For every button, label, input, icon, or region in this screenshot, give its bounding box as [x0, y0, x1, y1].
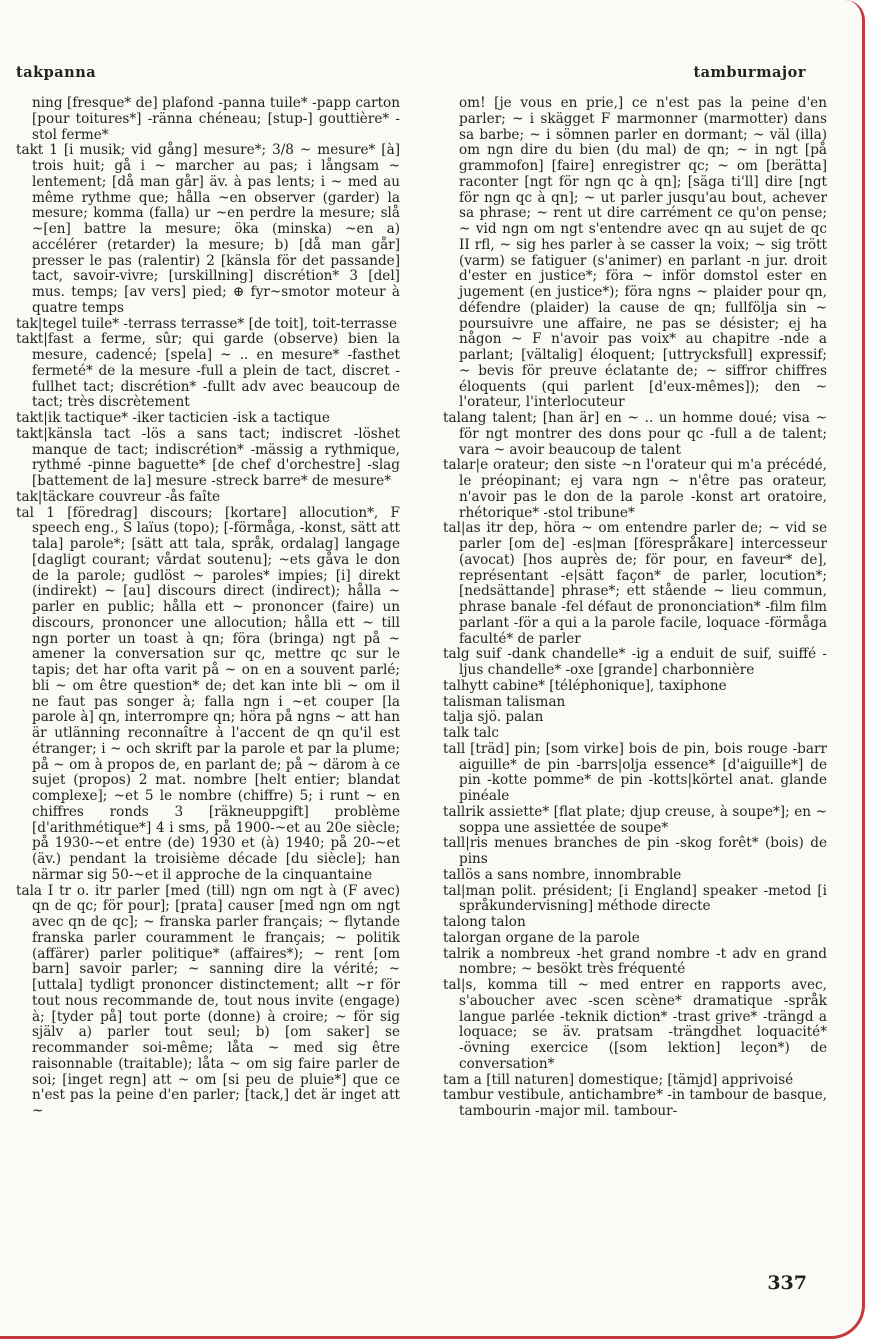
entry-continuation: ning [fresque* de] plafond -panna tuile* -papp carton [pour toitures*] -ränna chéneau; [stup-] gouttière* -stol ferme* [32, 95, 400, 143]
dictionary-entry: takt|känsla tact -lös a sans tact; indiscret -löshet manque de tact; indiscrétion* -mässig a rythmique, rythmé -pinne baguette* [de chef d'orchestre] -slag [battement de la] mesure -streck barre* de mesure* [16, 425, 400, 489]
left-column [16, 96, 400, 1120]
running-header-left: takpanna [16, 64, 97, 81]
dictionary-entry: tak|täckare couvreur -ås faîte [16, 488, 221, 505]
running-header-right: tamburmajor [693, 64, 806, 81]
dictionary-entry: tam a [till naturen] domestique; [tämjd] apprivoisé [443, 1071, 794, 1088]
dictionary-entry: talorgan organe de la parole [443, 929, 640, 946]
dictionary-entry: talisman talisman [443, 693, 566, 710]
dictionary-entry: tal|man polit. président; [i England] speaker -metod [i språkundervisning] méthode directe [443, 882, 827, 915]
dictionary-entry: talja sjö. palan [443, 709, 544, 726]
dictionary-entry: takt 1 [i musik; vid gång] mesure*; 3/8 ~ mesure* [à] trois huit; gå i ~ marcher au pas; i långsam ~ lentement; [då man går] äv. à pas lents; i ~ med au même rythme que; hålla ~en observer (garder) la mesure; komma (falla) ur ~en perdre la mesure; slå ~[en] battre la mesure; öka (minska) ~en a) accélérer (retarder) la mesure; b) [då man går] presser le pas (ralentir) 2 [känsla för det passande] tact, savoir-vivre; [urskillning] discrétion* 3 [del] mus. temps; [av vers] pied; ⊕ fyr~smotor moteur à quatre temps [16, 142, 400, 316]
dictionary-entry: tallös a sans nombre, innombrable [443, 866, 682, 883]
dictionary-entry: tallrik assiette* [flat plate; djup creuse, à soupe*]; en ~ soppa une assiettée de soupe* [443, 803, 827, 836]
dictionary-entry: takt|fast a ferme, sûr; qui garde (observe) bien la mesure, cadencé; [spela] ~ .. en mesure* -fasthet fermeté* de la mesure -full a plein de tact, discret -fullhet tact; discrétion* -fullt adv avec beaucoup de tact; très discrètement [16, 331, 400, 411]
dictionary-entry: talar|e orateur; den siste ~n l'orateur qui m'a précédé, le préopinant; ej vara ngn ~ n'être pas orateur, n'avoir pas le don de la parole -konst art oratoire, rhétorique* -stol tribune* [443, 457, 827, 521]
dictionary-entry: tal|s, komma till ~ med entrer en rapports avec, s'aboucher avec -scen scène* dramatique -språk langue parlée -teknik diction* -trast grive* -trängd a loquace; se äv. pratsam -trängdhet loquacité* -övning exercice ([som lektion] leçon*) de conversation* [443, 977, 827, 1072]
dictionary-entry: tak|tegel tuile* -terrass terrasse* [de toit], toit-terrasse [16, 315, 398, 332]
dictionary-entry: tal|as itr dep, höra ~ om entendre parler de; ~ vid se parler [om de] -es|man [förespråkare] intercesseur (avocat) [hos auprès de; för pour, en faveur* de], représentant -e|sätt façon* de parler, locution*; [nedsättande] phrase*; ett stående ~ lieu commun, phrase banale -fel défaut de prononciation* -film film parlant -för a qui a la parole facile, loquace -förmåga faculté* de parler [443, 520, 827, 647]
dictionary-entry: tal 1 [föredrag] discours; [kortare] allocution*, F speech eng., S laïus (topo); [-förmåga, -konst, sätt att tala] parole*; [sätt att tala, språk, ordalag] langage [dagligt courant; vårdat soutenu]; ~ets gåva le don de la parole; gudlöst ~ paroles* impies; [i] direkt (indirekt) ~ [au] discours direct (indirect); hålla ~ parler en public; hålla ett ~ prononcer (faire) un discours, prononcer une allocution; hålla ett ~ till ngn porter un toast à qn; föra (bringa) ngt på ~ amener la conversation sur qc, mettre qc sur le tapis; det har ofta varit på ~ on en a souvent parlé; bli ~ om être question* de; det kan inte bli ~ om il ne faut pas songer à; falla ngn i ~et couper [la parole à] qn, interrompre qn; höra på ngns ~ att han är utlänning reconnaître à l'accent de qn qu'il est étranger; i ~ och skrift par la parole et par la plume; på ~ om à propos de, en parlant de; på ~ därom à ce sujet (propos) 2 mat. nombre [helt entier; blandat complexe]; ~et 5 le nombre (chiffre) 5; i runt ~ en chiffres ronds 3 [räkneuppgift] problème [d'arithmétique*] 4 i sms, på 1900-~et au 20e siècle; på 1930-~et entre (de) 1930 et (à) 1940; på 20-~et (äv.) pendant la troisième décade [du siècle]; han närmar sig 50-~et il approche de la cinquantaine [16, 504, 400, 883]
dictionary-entry: talang talent; [han är] en ~ .. un homme doué; visa ~ för ngt montrer des dons pour qc -full a de talent; vara ~ avoir beaucoup de talent [443, 410, 827, 458]
right-column [443, 96, 827, 1120]
dictionary-entry: talg suif -dank chandelle* -ig a enduit de suif, suiffé -ljus chandelle* -oxe [grande] charbonnière [443, 646, 827, 678]
dictionary-entry: talong talon [443, 914, 526, 930]
dictionary-entry: talhytt cabine* [téléphonique], taxiphone [443, 677, 727, 694]
dictionary-entry: talrik a nombreux -het grand nombre -t adv en grand nombre; ~ besökt très fréquenté [443, 945, 827, 978]
dictionary-entry: talk talc [443, 725, 500, 741]
dictionary-entry: tall|ris menues branches de pin -skog forêt* (bois) de pins [443, 835, 827, 867]
page-number: 337 [767, 1272, 807, 1294]
dictionary-entry: tala I tr o. itr parler [med (till) ngn om ngt à (F avec) qn de qc; för pour]; [prata] causer [med ngn om ngt avec qn de qc]; ~ franska parler français; ~ flytande franska parler couramment le français; ~ politik (affärer) parler politique* (affaires*); ~ rent [om barn] savoir parler; ~ sanning dire la vérité; ~ [uttala] tydligt prononcer distinctement; allt ~r för tout nous recommande de, tout nous invite (engage) à; [tyder på] tout porte (donne) à croire; ~ för sig själv a) parler tout seul; b) [om saker] se recommander soi-même; låta ~ med sig être raisonnable (traitable); låta ~ om sig faire parler de soi; [inget regn] att ~ om [si peu de pluie*] que ce n'est pas la peine d'en parler; [tack,] det är inget att ~ [16, 882, 400, 1119]
entry-continuation: om! [je vous en prie,] ce n'est pas la peine d'en parler; ~ i skägget F marmonner (marmotter) dans sa barbe; ~ i sömnen parler en dormant; ~ väl (illa) om ngn dire du bien (du mal) de qn; ~ in ngt [på grammofon] [faire] enregistrer qc; ~ om [berätta] raconter [ngt för ngn qc à qn]; [säga ti'll] dire [ngt för ngn qc à qn]; ~ ut parler jusqu'au bout, achever sa phrase; ~ rent ut dire carrément ce qu'on pense; ~ vid ngn om ngt s'entendre avec qn au sujet de qc II rfl, ~ sig hes parler à se casser la voix; ~ sig trött (varm) se fatiguer (s'animer) en parlant -n jur. droit d'ester en justice*; föra ~ inför domstol ester en jugement (en justice*); föra ngns ~ plaider pour qn, défendre (plaider) la cause de qn; fullfölja sin ~ poursuivre une affaire, ne pas se désister; ej ha någon ~ F n'avoir pas voix* au chapitre -nde a parlant; [vältalig] éloquent; [uttrycksfull] expressif; ~ bevis för preuve éclatante de; ~ siffror chiffres éloquents (qui parlent [d'eux-mêmes]); den ~ l'orateur, l'interlocuteur [459, 95, 827, 411]
dictionary-entry: tall [träd] pin; [som virke] bois de pin, bois rouge -barr aiguille* de pin -barrs|olja essence* [d'aiguille*] de pin -kotte pomme* de pin -kotts|körtel anat. glande pinéale [443, 740, 827, 804]
dictionary-entry: tambur vestibule, antichambre* -in tambour de basque, tambourin -major mil. tambour- [443, 1087, 827, 1119]
dictionary-entry: takt|ik tactique* -iker tacticien -isk a tactique [16, 410, 330, 426]
